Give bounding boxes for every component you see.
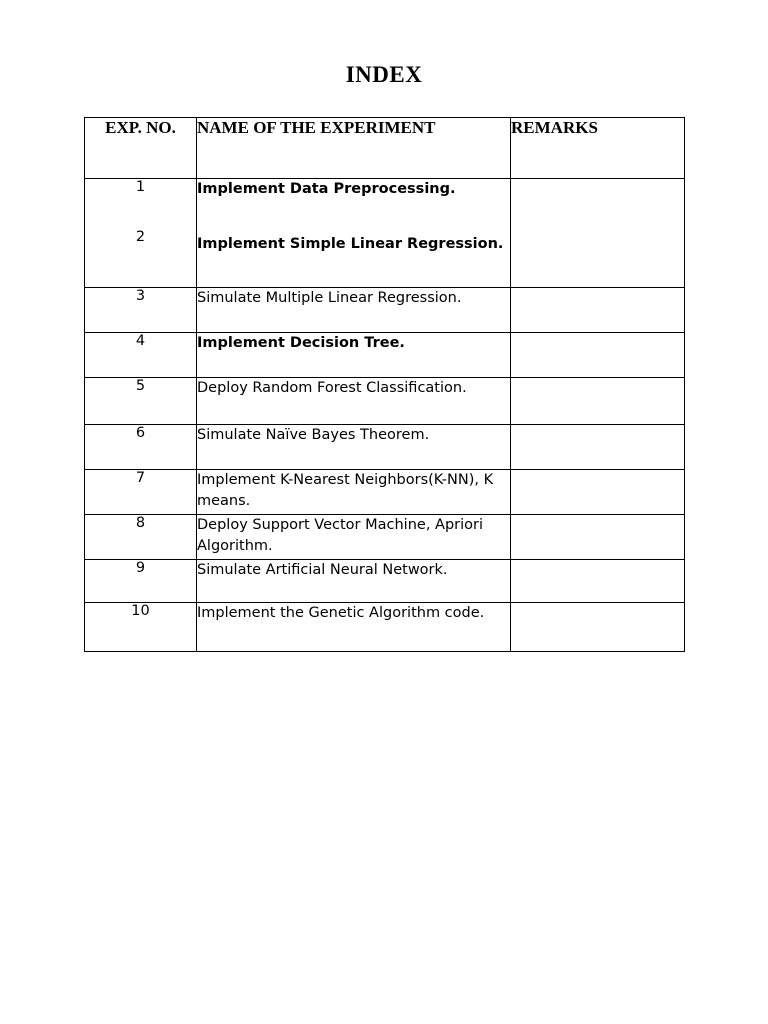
- cell-experiment-name: Simulate Multiple Linear Regression.: [197, 288, 511, 333]
- cell-remarks: [511, 179, 685, 288]
- table-row: [85, 288, 685, 333]
- table-row: [85, 425, 685, 470]
- table-row: [85, 603, 685, 652]
- table-row: [85, 378, 685, 425]
- table-row: [85, 560, 685, 603]
- cell-remarks: [511, 378, 685, 425]
- cell-experiment-name: [197, 179, 511, 288]
- cell-exp-no: 5: [85, 378, 197, 425]
- experiment-name-value: Implement Data Preprocessing.: [197, 181, 456, 197]
- cell-exp-no: 7: [85, 470, 197, 515]
- table-row: [85, 470, 685, 515]
- cell-exp-no: 10: [85, 603, 197, 652]
- row-spacer: [85, 195, 196, 229]
- index-table-container: [84, 88, 684, 652]
- cell-experiment-name: Implement K-Nearest Neighbors(K-NN), K means.: [197, 470, 511, 515]
- page-title: INDEX: [345, 62, 423, 87]
- cell-remarks: [511, 288, 685, 333]
- cell-remarks: [511, 515, 685, 560]
- index-table: [84, 117, 685, 652]
- cell-exp-no: 6: [85, 425, 197, 470]
- table-row: [85, 179, 685, 288]
- column-header-name: NAME OF THE EXPERIMENT: [197, 118, 511, 179]
- table-row: [85, 333, 685, 378]
- cell-exp-no: 9: [85, 560, 197, 603]
- table-row: [85, 515, 685, 560]
- cell-experiment-name: Implement Decision Tree.: [197, 333, 511, 378]
- experiment-name-value: Implement Simple Linear Regression.: [197, 236, 504, 253]
- exp-no-value: 2: [135, 229, 146, 245]
- cell-remarks: [511, 603, 685, 652]
- cell-experiment-name: Deploy Support Vector Machine, Apriori Algorithm.: [197, 515, 511, 560]
- cell-experiment-name: Implement the Genetic Algorithm code.: [197, 603, 511, 652]
- cell-exp-no: 3: [85, 288, 197, 333]
- cell-exp-no: 8: [85, 515, 197, 560]
- cell-exp-no: 4: [85, 333, 197, 378]
- cell-experiment-name: Simulate Artificial Neural Network.: [197, 560, 511, 603]
- cell-exp-no: [85, 179, 197, 288]
- cell-remarks: [511, 333, 685, 378]
- cell-remarks: [511, 560, 685, 603]
- exp-no-value: 1: [135, 179, 146, 195]
- column-header-exp-no: EXP. NO.: [85, 118, 197, 179]
- cell-experiment-name: Deploy Random Forest Classification.: [197, 378, 511, 425]
- cell-remarks: [511, 470, 685, 515]
- column-header-remarks: REMARKS: [511, 118, 685, 179]
- row-spacer: [197, 200, 510, 234]
- table-header-row: [85, 118, 685, 179]
- cell-experiment-name: Simulate Naïve Bayes Theorem.: [197, 425, 511, 470]
- cell-remarks: [511, 425, 685, 470]
